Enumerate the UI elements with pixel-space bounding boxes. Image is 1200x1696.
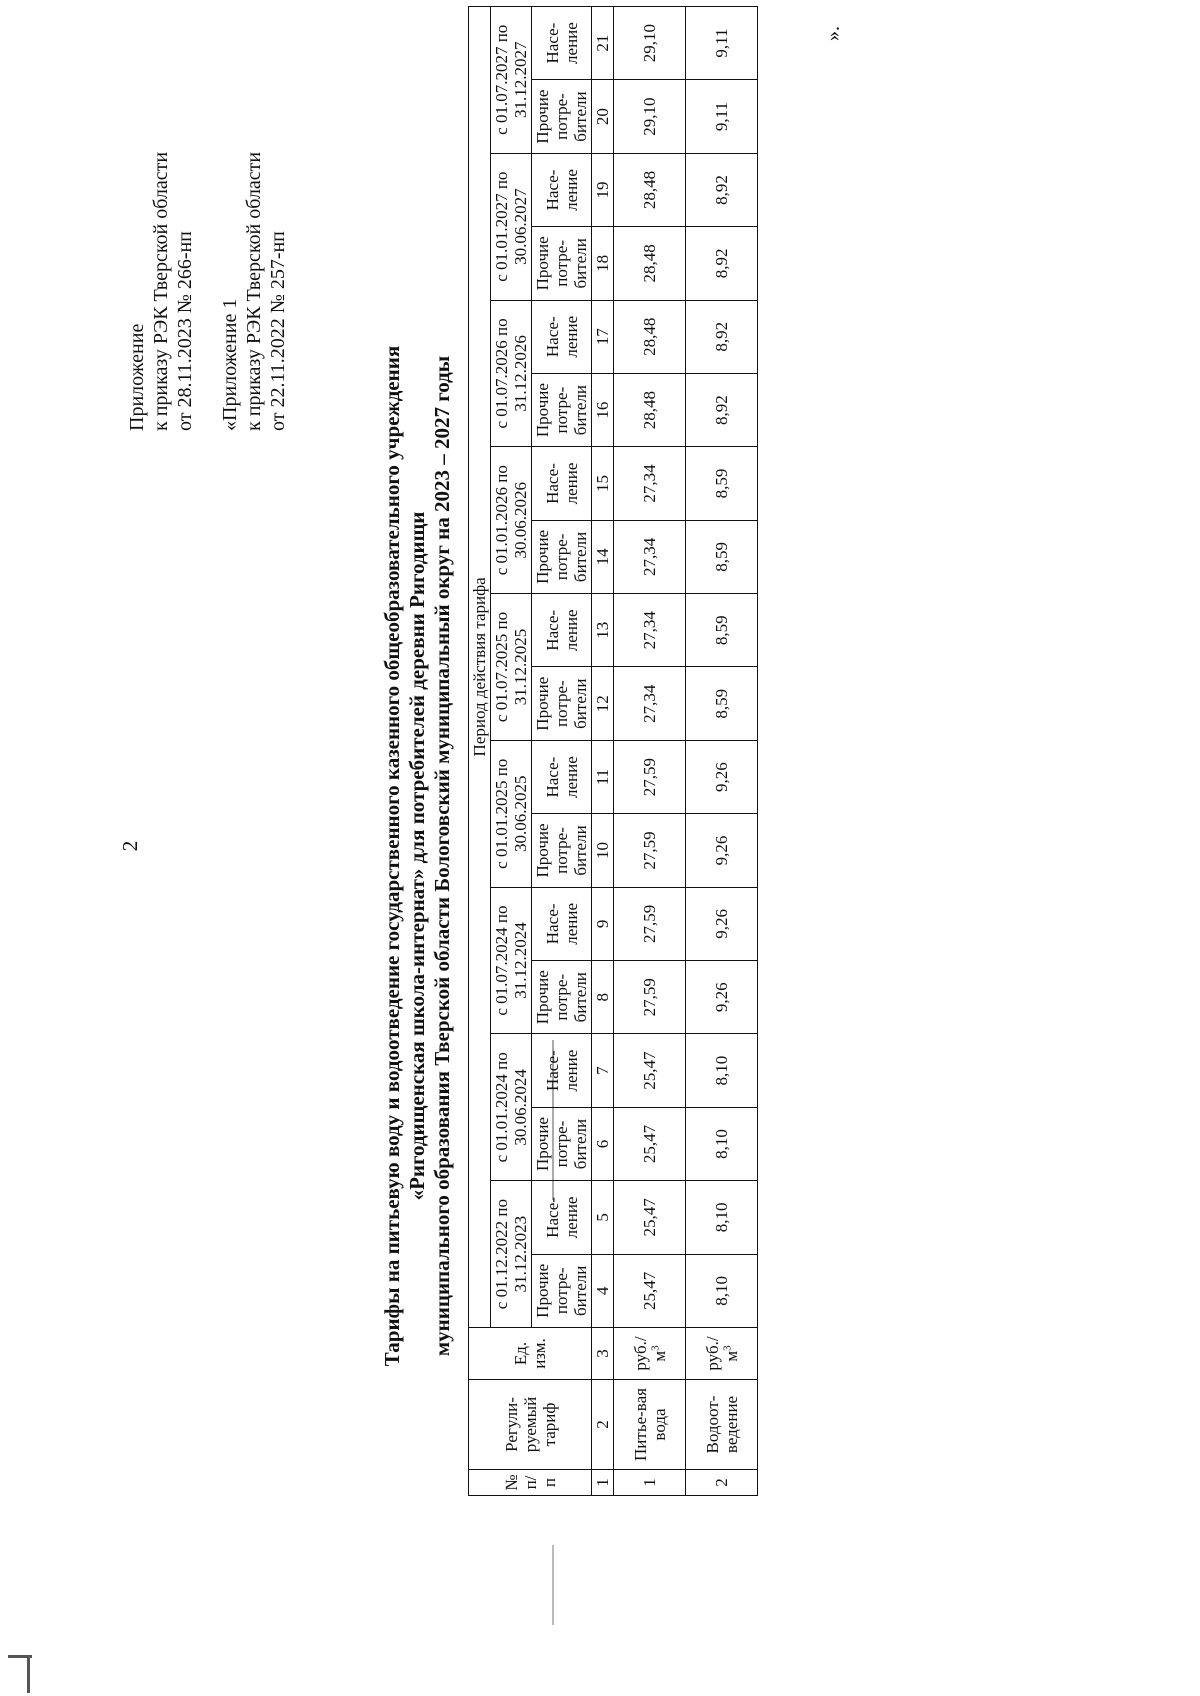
tariff-value: 27,59 — [614, 961, 686, 1034]
header-unit: Ед. изм. — [469, 1328, 592, 1380]
tariff-value: 9,26 — [686, 887, 758, 960]
consumer-other-header: Прочие потре-бители — [532, 1254, 592, 1327]
period-header: с 01.01.2027 по 30.06.2027 — [491, 153, 532, 300]
row-number: 1 — [614, 1470, 686, 1496]
tariff-value: 29,10 — [614, 6, 686, 80]
unit-cell — [614, 1328, 686, 1380]
tariff-value: 28,48 — [614, 300, 686, 373]
tariff-value: 8,10 — [686, 1034, 758, 1107]
consumer-other-header: Прочие потре-бители — [532, 373, 592, 446]
title-line: «Ригодищенская школа-интернат» для потребителей деревни Ригодищи — [405, 511, 429, 1201]
tariff-value: 25,47 — [614, 1254, 686, 1327]
column-number: 1 — [592, 1470, 614, 1496]
tariff-value: 8,92 — [686, 153, 758, 226]
tariff-value: 9,26 — [686, 814, 758, 887]
tariff-value: 8,10 — [686, 1107, 758, 1180]
tariff-value: 27,59 — [614, 887, 686, 960]
column-number: 15 — [592, 447, 614, 520]
tariff-value: 25,47 — [614, 1181, 686, 1254]
unit-cell — [686, 1328, 758, 1380]
tariff-value: 8,59 — [686, 594, 758, 667]
column-number: 17 — [592, 300, 614, 373]
consumer-other-header: Прочие потре-бители — [532, 80, 592, 153]
consumer-population-header: Насе-ление — [532, 153, 592, 226]
tariff-value: 28,48 — [614, 153, 686, 226]
consumer-population-header: Насе-ление — [532, 6, 592, 80]
period-header: с 01.01.2024 по 30.06.2024 — [491, 1034, 532, 1181]
annex-line: от 22.11.2022 № 257-нп — [267, 231, 289, 431]
tariff-value: 8,92 — [686, 300, 758, 373]
header-period: Период действия тарифа — [469, 6, 491, 1327]
tariff-table — [468, 6, 758, 1496]
header-num: № п/п — [469, 1470, 592, 1496]
period-row — [491, 6, 532, 1495]
tariff-value: 25,47 — [614, 1034, 686, 1107]
annex-line: к приказу РЭК Тверской области — [150, 151, 172, 431]
tariff-value: 28,48 — [614, 373, 686, 446]
column-number: 6 — [592, 1107, 614, 1180]
tariff-value: 9,11 — [686, 80, 758, 153]
annex-line: Приложение — [126, 323, 148, 431]
tariff-value: 8,59 — [686, 447, 758, 520]
column-number: 16 — [592, 373, 614, 446]
annex-line: от 28.11.2023 № 266-нп — [174, 231, 196, 431]
period-header: с 01.07.2024 по 31.12.2024 — [491, 887, 532, 1034]
column-number: 7 — [592, 1034, 614, 1107]
period-header: с 01.07.2025 по 31.12.2025 — [491, 594, 532, 741]
consumer-population-header: Насе-ление — [532, 740, 592, 813]
tariff-value: 27,59 — [614, 740, 686, 813]
document-title — [380, 216, 455, 1496]
consumer-population-header: Насе-ление — [532, 1034, 592, 1107]
tariff-value: 8,59 — [686, 667, 758, 740]
tariff-value: 8,92 — [686, 227, 758, 300]
consumer-row — [532, 6, 592, 1495]
unit-superscript: 3 — [720, 1345, 733, 1351]
title-line: Тарифы на питьевую воду и водоотведение государственного казенного общеобразовательного учреждения — [380, 345, 404, 1367]
tariff-value: 9,26 — [686, 740, 758, 813]
column-number: 11 — [592, 740, 614, 813]
tariff-value: 27,59 — [614, 814, 686, 887]
table-row — [614, 6, 686, 1495]
consumer-other-header: Прочие потре-бители — [532, 1107, 592, 1180]
period-header: с 01.07.2027 по 31.12.2027 — [491, 6, 532, 153]
column-number: 8 — [592, 961, 614, 1034]
column-number: 10 — [592, 814, 614, 887]
tariff-value: 8,59 — [686, 520, 758, 593]
annex-current — [125, 152, 197, 431]
consumer-other-header: Прочие потре-бители — [532, 814, 592, 887]
tariff-value: 25,47 — [614, 1107, 686, 1180]
column-number: 2 — [592, 1380, 614, 1470]
tariff-value: 8,92 — [686, 373, 758, 446]
tariff-value: 27,34 — [614, 667, 686, 740]
column-number: 19 — [592, 153, 614, 226]
period-header: с 01.01.2026 по 30.06.2026 — [491, 447, 532, 594]
period-header: с 01.12.2022 по 31.12.2023 — [491, 1181, 532, 1328]
annex-previous — [218, 152, 290, 431]
title-line: муниципального образования Тверской области Бологовский муниципальный округ на 2023 – 2027 годы — [430, 355, 454, 1357]
tariff-value: 27,34 — [614, 520, 686, 593]
column-number: 4 — [592, 1254, 614, 1327]
page-number: 2 — [118, 840, 142, 852]
tariff-name: Водоот-ведение — [686, 1380, 758, 1470]
column-number: 20 — [592, 80, 614, 153]
tariff-value: 27,34 — [614, 447, 686, 520]
consumer-other-header: Прочие потре-бители — [532, 227, 592, 300]
period-header: с 01.07.2026 по 31.12.2026 — [491, 300, 532, 447]
column-number-row — [592, 6, 614, 1495]
tariff-value: 29,10 — [614, 80, 686, 153]
consumer-population-header: Насе-ление — [532, 447, 592, 520]
column-number: 12 — [592, 667, 614, 740]
consumer-population-header: Насе-ление — [532, 594, 592, 667]
tariff-value: 9,26 — [686, 961, 758, 1034]
consumer-other-header: Прочие потре-бители — [532, 520, 592, 593]
column-number: 9 — [592, 887, 614, 960]
column-number: 14 — [592, 520, 614, 593]
column-number: 3 — [592, 1328, 614, 1380]
table-body — [592, 6, 758, 1495]
unit-text: руб./м — [702, 1336, 741, 1371]
unit-superscript: 3 — [648, 1345, 661, 1351]
tariff-value: 28,48 — [614, 227, 686, 300]
consumer-population-header: Насе-ление — [532, 300, 592, 373]
closing-quote: ». — [822, 26, 844, 41]
table-row — [686, 6, 758, 1495]
annex-line: «Приложение 1 — [219, 298, 241, 431]
consumer-population-header: Насе-ление — [532, 887, 592, 960]
tariff-value: 9,11 — [686, 6, 758, 80]
column-number: 5 — [592, 1181, 614, 1254]
unit-text: руб./м — [630, 1336, 669, 1371]
tariff-value: 8,10 — [686, 1254, 758, 1327]
period-header: с 01.01.2025 по 30.06.2025 — [491, 740, 532, 887]
tariff-value: 27,34 — [614, 594, 686, 667]
tariff-name: Питье-вая вода — [614, 1380, 686, 1470]
consumer-other-header: Прочие потре-бители — [532, 667, 592, 740]
annex-line: к приказу РЭК Тверской области — [243, 151, 265, 431]
column-number: 13 — [592, 594, 614, 667]
tariff-value: 8,10 — [686, 1181, 758, 1254]
header-tariff: Регули-руемый тариф — [469, 1380, 592, 1470]
consumer-population-header: Насе-ление — [532, 1181, 592, 1254]
column-number: 18 — [592, 227, 614, 300]
column-number: 21 — [592, 6, 614, 80]
row-number: 2 — [686, 1470, 758, 1496]
consumer-other-header: Прочие потре-бители — [532, 961, 592, 1034]
